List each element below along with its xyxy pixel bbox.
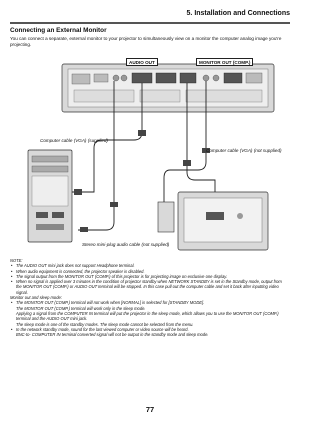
sleep-line: BNC-to- COMPUTER IN terminal converted signal will not be output in the standby mode and sleep mode. — [16, 332, 209, 338]
audio-out-callout: AUDIO OUT — [126, 58, 158, 66]
notes-section — [10, 258, 288, 337]
header-rule — [10, 22, 290, 24]
sleep-mode-item — [16, 300, 288, 326]
note-item: • When no signal is applied over 3 minutes in the condition of projector standby when NETWORK STANDBY is set in the Standby mode, output from the MONITOR OUT (COMP.) or AUDIO OUT terminal will be stopped. In this case pull out the computer cable and set it back after inputting video signal. — [16, 279, 288, 295]
sleep-line: In the network standby mode, sound for the last viewed computer or video source will be heard. — [16, 326, 189, 332]
cable-supplied-label: Computer cable (VGA) (supplied) — [40, 138, 108, 143]
monitor-out-callout: MONITOR OUT (COMP.) — [196, 58, 253, 66]
page-number: 77 — [145, 405, 155, 414]
intro-paragraph: You can connect a separate, external monitor to your projector to simultaneously view on a monitor the computer analog image you're projecting. — [10, 36, 282, 47]
sleep-line: The MONITOR OUT (COMP.) terminal will work only in the sleep mode. — [16, 305, 146, 311]
section-title: Connecting an External Monitor — [10, 27, 107, 34]
sleep-line: The MONITOR OUT (COMP.) terminal will not work when [NORMAL] is selected for [STANDBY MODE]. — [16, 300, 205, 306]
cable-not-supplied-label: Computer cable (VGA) (not supplied) — [206, 148, 282, 153]
projector-rear-panel — [62, 64, 274, 112]
audio-cable-label: Stereo mini-plug audio cable (not supplied) — [82, 242, 170, 247]
sleep-line: The sleep mode is one of the standby modes. The sleep mode cannot be selected from the menu. — [16, 321, 194, 327]
external-monitor — [158, 192, 268, 250]
connection-diagram — [10, 52, 290, 254]
sleep-mode-list — [10, 300, 288, 337]
sleep-line: Applying a signal from the COMPUTER IN terminal will put the projector in the sleep mode, which allows you to use the MONITOR OUT (COMP.) terminal and the AUDIO OUT mini jack. — [16, 310, 279, 322]
note-item: • The AUDIO OUT mini jack does not support Headphone terminal. — [16, 263, 288, 268]
note-item: • The signal output from the MONITOR OUT (COMP.) of this projector is for projecting image on exclusive one display. — [16, 274, 288, 279]
chapter-header: 5. Installation and Connections — [186, 10, 290, 17]
connection-diagram-illustration — [10, 52, 290, 254]
sleep-mode-item — [16, 327, 288, 338]
note-list — [10, 263, 288, 295]
computer-tower — [28, 150, 72, 242]
note-subheading: Monitor out and sleep mode: — [10, 295, 62, 301]
note-heading: NOTE: — [10, 258, 23, 263]
note-item: • When audio equipment is connected, the projector speaker is disabled. — [16, 269, 288, 274]
